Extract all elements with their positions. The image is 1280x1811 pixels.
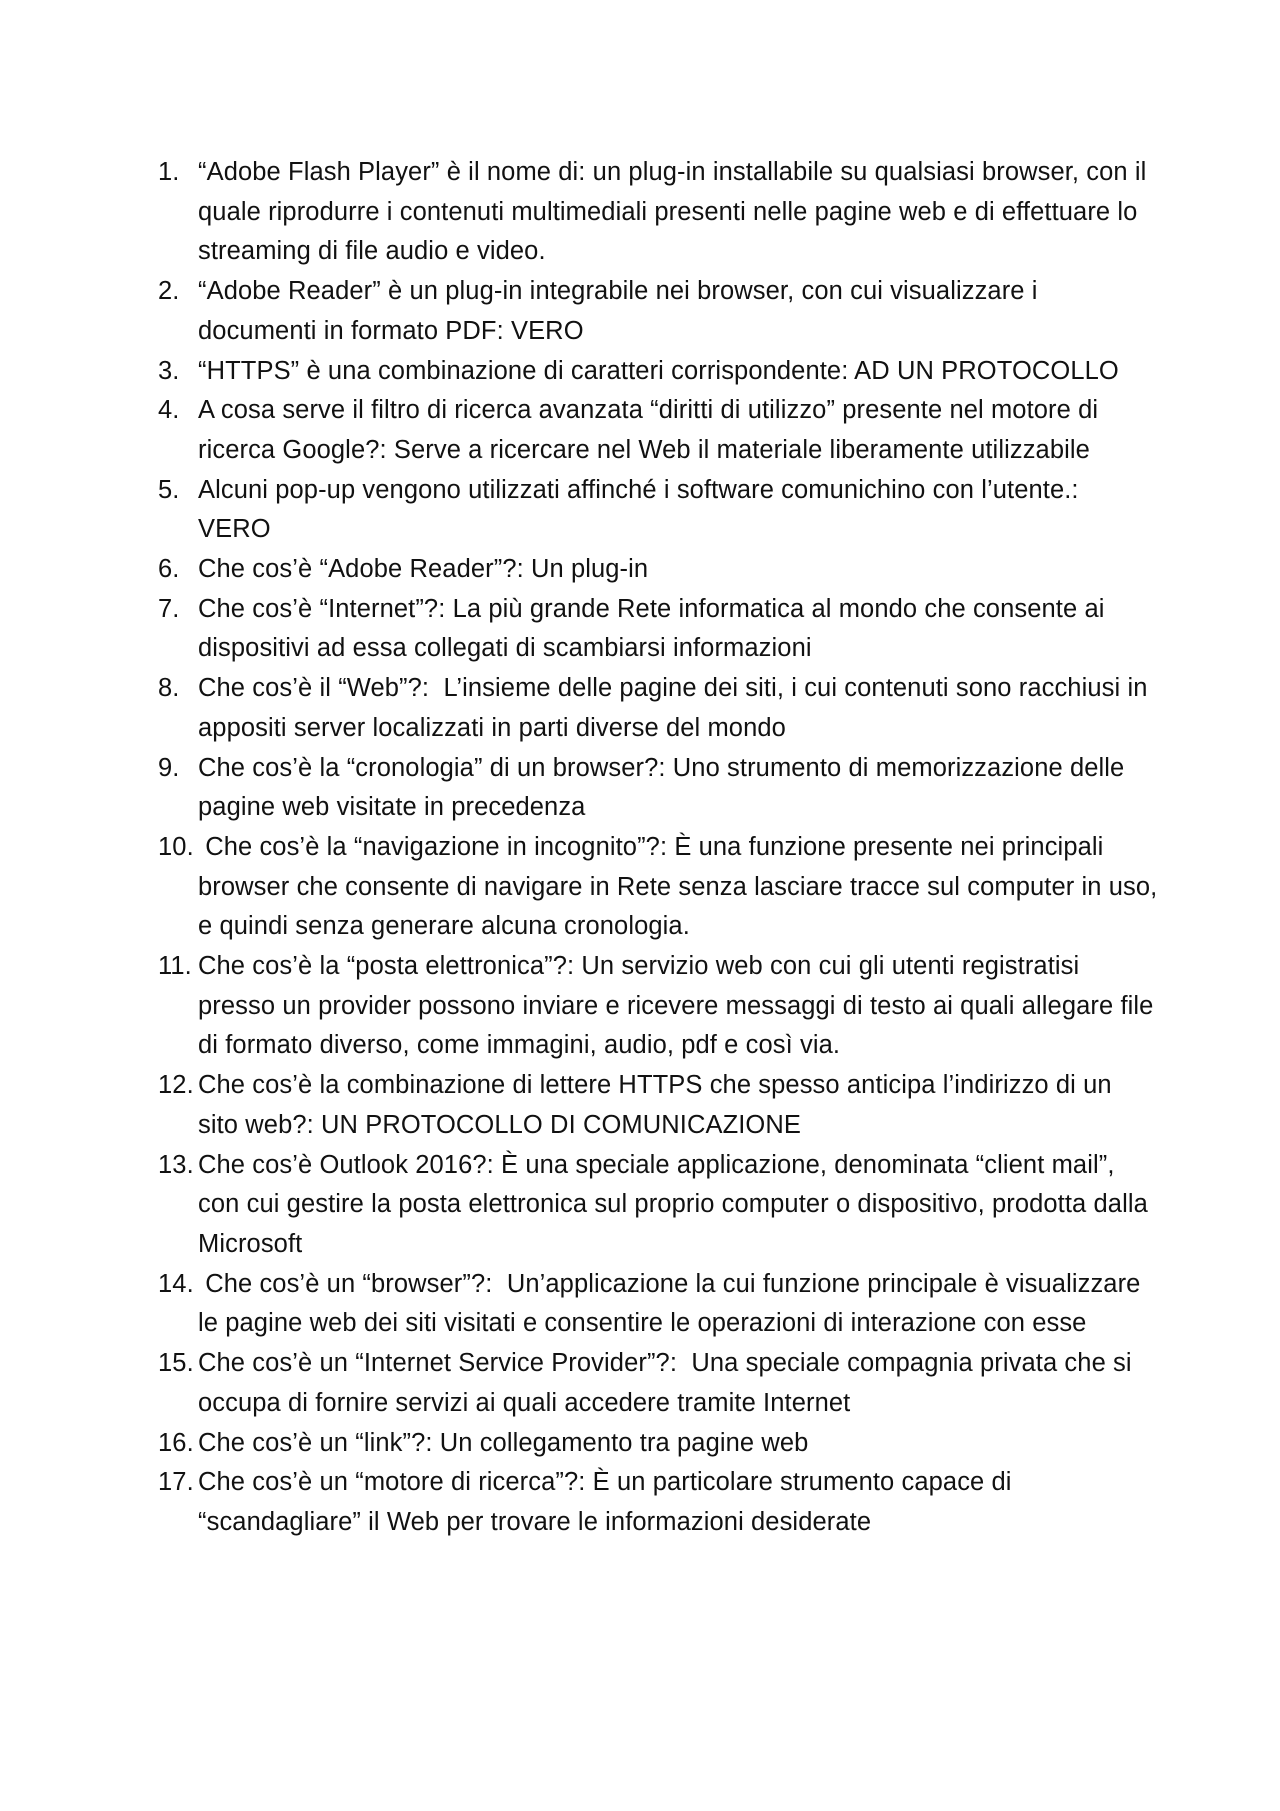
item-number: 7.: [158, 594, 180, 623]
list-item: [158, 272, 1158, 351]
item-text: Che cos’è la combinazione di lettere HTTPS che spesso anticipa l’indirizzo di un sito web?: UN PROTOCOLLO DI COMUNICAZIONE: [198, 1071, 1119, 1139]
item-number: 16.: [158, 1428, 194, 1457]
item-number: 6.: [158, 555, 180, 584]
item-text: “HTTPS” è una combinazione di caratteri corrispondente: AD UN PROTOCOLLO: [198, 356, 1119, 385]
item-number: 13.: [158, 1150, 194, 1179]
item-number: 9.: [158, 753, 180, 782]
list-item: [158, 1344, 1158, 1423]
list-item: [158, 1463, 1158, 1542]
list-item: [158, 391, 1158, 470]
item-text: Che cos’è un “Internet Service Provider”?: Una speciale compagnia privata che si occupa di fornire servizi ai quali accedere tramite Internet: [198, 1349, 1139, 1417]
list-item: [158, 1146, 1158, 1265]
item-text: Che cos’è la “navigazione in incognito”?: È una funzione presente nei principali browser che consente di navigare in Rete senza lasciare tracce sul computer in uso, e quindi senza generare alcuna cronologia.: [198, 832, 1165, 941]
item-number: 10.: [158, 832, 194, 861]
item-text: Che cos’è il “Web”?: L’insieme delle pagine dei siti, i cui contenuti sono racchiusi in appositi server localizzati in parti diverse del mondo: [198, 674, 1155, 742]
list-item: [158, 153, 1158, 272]
list-item: [158, 1265, 1158, 1344]
item-number: 1.: [158, 158, 180, 186]
list-item: [158, 1424, 1158, 1464]
item-text: A cosa serve il filtro di ricerca avanzata “diritti di utilizzo” presente nel motore di ricerca Google?: Serve a ricercare nel Web il materiale liberamente utilizzabile: [198, 396, 1106, 464]
item-number: 14.: [158, 1269, 194, 1298]
list-item: [158, 471, 1158, 550]
item-text: Che cos’è “Adobe Reader”?: Un plug-in: [198, 555, 649, 584]
item-number: 8.: [158, 674, 180, 703]
item-number: 15.: [158, 1349, 194, 1378]
list-item: [158, 1066, 1158, 1145]
list-item: [158, 947, 1161, 1066]
item-text: Che cos’è un “motore di ricerca”?: È un particolare strumento capace di “scandagliare” il Web per trovare le informazioni desiderate: [198, 1468, 1019, 1536]
item-text: Che cos’è “Internet”?: La più grande Rete informatica al mondo che consente ai dispositivi ad essa collegati di scambiarsi informazioni: [198, 594, 1112, 663]
item-text: Che cos’è un “browser”?: Un’applicazione la cui funzione principale è visualizzare le pagine web dei siti visitati e consentire le operazioni di interazione con esse: [198, 1269, 1148, 1338]
item-number: 3.: [158, 356, 180, 385]
list-item: [158, 550, 1158, 590]
list-item: [158, 590, 1158, 669]
item-number: 5.: [158, 475, 180, 504]
list-item: [158, 669, 1158, 748]
item-number: 17.: [158, 1468, 194, 1497]
list-item: [158, 352, 1158, 392]
item-text: “Adobe Reader” è un plug-in integrabile nei browser, con cui visualizzare i documenti in formato PDF: VERO: [198, 277, 1045, 345]
qa-list: [158, 153, 1165, 1543]
list-item: [158, 749, 1158, 828]
item-number: 11.: [158, 952, 192, 981]
item-text: Alcuni pop-up vengono utilizzati affinché i software comunichino con l’utente.: VERO: [198, 475, 1086, 544]
item-text: Che cos’è un “link”?: Un collegamento tra pagine web: [198, 1428, 809, 1457]
item-text: Che cos’è la “posta elettronica”?: Un servizio web con cui gli utenti registratisi presso un provider possono inviare e ricevere messaggi di testo ai quali allegare file di formato diverso, come immagini, audio, pdf e così via.: [198, 952, 1161, 1060]
item-number: 12.: [158, 1071, 194, 1100]
list-item: [158, 828, 1165, 947]
item-text: Che cos’è Outlook 2016?: È una speciale applicazione, denominata “client mail”, con cui gestire la posta elettronica sul proprio computer o dispositivo, prodotta dalla Microsoft: [198, 1150, 1156, 1258]
item-number: 4.: [158, 396, 180, 425]
item-number: 2.: [158, 277, 180, 306]
item-text: Che cos’è la “cronologia” di un browser?: Uno strumento di memorizzazione delle pagine web visitate in precedenza: [198, 753, 1132, 822]
item-text: “Adobe Flash Player” è il nome di: un plug-in installabile su qualsiasi browser, con il quale riprodurre i contenuti multimediali presenti nelle pagine web e di effettuare lo streaming di file audio e video.: [198, 158, 1154, 266]
